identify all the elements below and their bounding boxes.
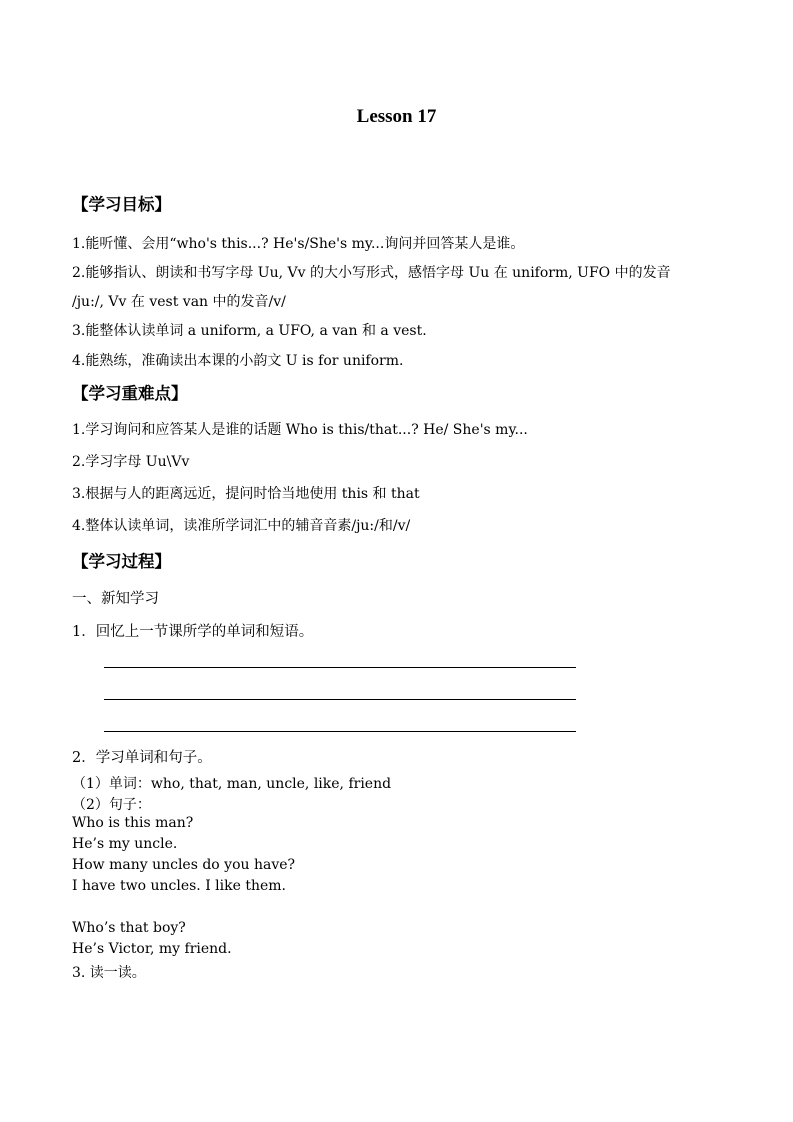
step-2: 2．学习单词和句子。 [72, 750, 212, 766]
objective-item-3: 3.能整体认读单词 a uniform, a UFO, a van 和 a vest. [72, 323, 427, 339]
dialogue-line: He’s my uncle. [72, 836, 178, 852]
answer-blank-line [104, 699, 576, 700]
objective-item-2-continued: /ju:/, Vv 在 vest van 中的发音/v/ [72, 294, 286, 310]
objective-item-1: 1.能听懂、会用“who's this...? He's/She's my...询问并回答某人是谁。 [72, 236, 525, 252]
step-1: 1．回忆上一节课所学的单词和短语。 [72, 624, 314, 640]
dialogue-line: Who’s that boy? [72, 920, 186, 936]
dialogue-line: How many uncles do you have? [72, 857, 296, 873]
process-heading: 【学习过程】 [72, 552, 171, 571]
key-points-heading: 【学习重难点】 [72, 384, 188, 403]
objective-item-4: 4.能熟练，准确读出本课的小韵文 U is for uniform. [72, 353, 404, 369]
objective-item-2: 2.能够指认、朗读和书写字母 Uu, Vv 的大小写形式，感悟字母 Uu 在 uniform, UFO 中的发音 [72, 265, 671, 281]
key-point-item-3: 3.根据与人的距离远近，提问时恰当地使用 this 和 that [72, 486, 420, 502]
section-new-knowledge: 一、新知学习 [72, 591, 159, 607]
page-title: Lesson 17 [356, 106, 437, 127]
dialogue-line: Who is this man? [72, 815, 194, 831]
key-point-item-1: 1.学习询问和应答某人是谁的话题 Who is this/that...? He/ She's my... [72, 422, 528, 438]
dialogue-line: He’s Victor, my friend. [72, 941, 232, 957]
answer-blank-line [104, 667, 576, 668]
sentences-label: （2）句子： [72, 797, 151, 813]
key-point-item-4: 4.整体认读单词，读准所学词汇中的辅音音素/ju:/和/v/ [72, 518, 411, 534]
dialogue-line: I have two uncles. I like them. [72, 878, 287, 894]
words-line: （1）单词：who, that, man, uncle, like, friend [72, 776, 392, 792]
key-point-item-2: 2.学习字母 Uu\Vv [72, 454, 190, 470]
answer-blank-line [104, 731, 576, 732]
step-3: 3. 读一读。 [72, 965, 146, 981]
objectives-heading: 【学习目标】 [72, 195, 171, 214]
